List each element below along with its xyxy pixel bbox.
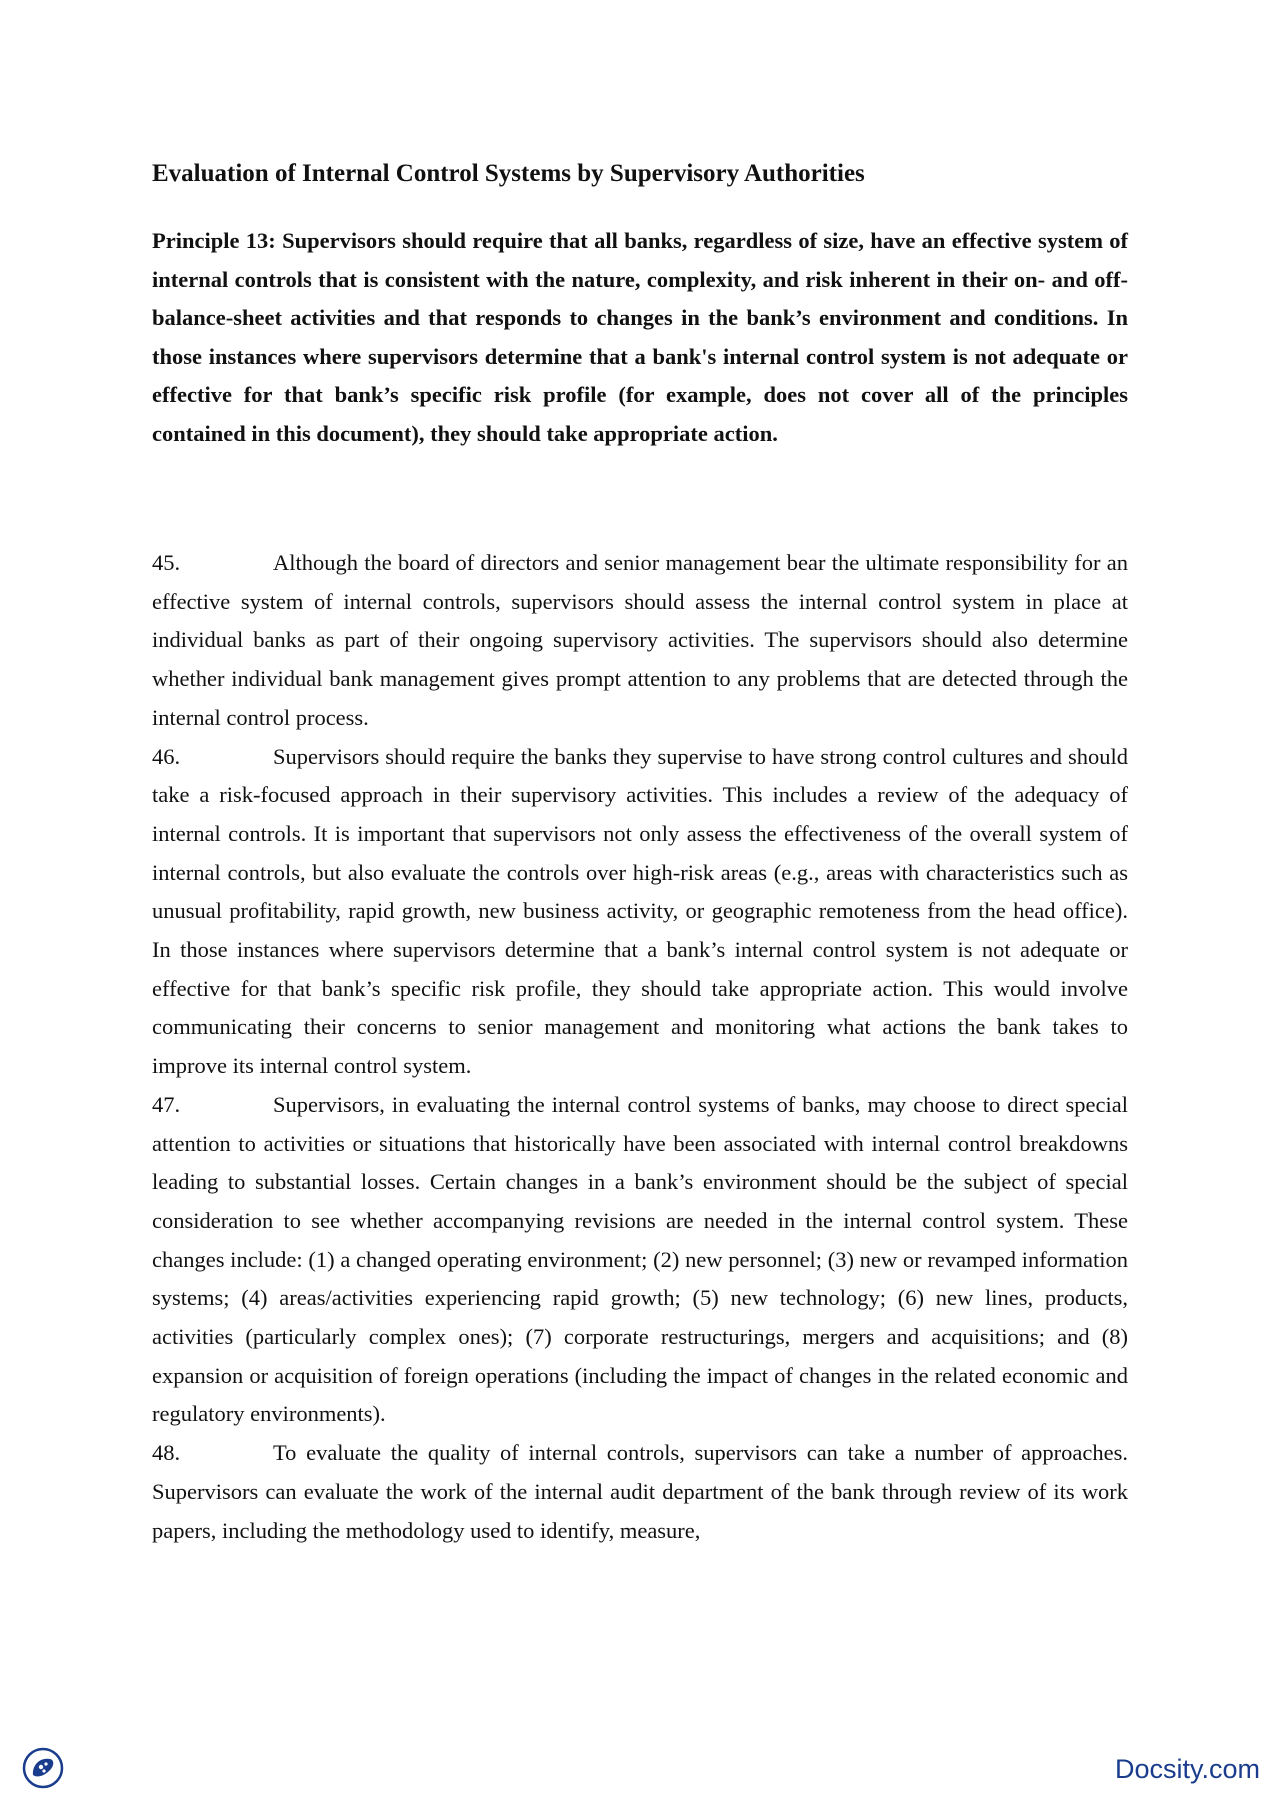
paragraph-number: 47. [152,1091,181,1117]
paragraph-text: Supervisors, in evaluating the internal control systems of banks, may choose to direct special attention to activities or situations that historically have been associated with internal control breakdowns leading to substantial losses. Certain changes in a bank’s environment should be the subject of special consideration to see whether accompanying revisions are needed in the internal control system. These changes include: (1) a changed operating environment; (2) new personnel; (3) new or revamped information systems; (4) areas/activities experiencing rapid growth; (5) new technology; (6) new lines, products, activities (particularly complex ones); (7) corporate restructurings, mergers and acquisitions; and (8) expansion or acquisition of foreign operations (including the impact of changes in the related economic and regulatory environments). [152,1091,1128,1427]
paragraph-number: 48. [152,1440,181,1466]
paragraph-text: Supervisors should require the banks they supervise to have strong control cultures and should take a risk-focused approach in their supervisory activities. This includes a review of the adequacy of internal controls. It is important that supervisors not only assess the effectiveness of the overall system of internal controls, but also evaluate the controls over high-risk areas (e.g., areas with characteristics such as unusual profitability, rapid growth, new business activity, or geographic remoteness from the head office). In those instances where supervisors determine that a bank’s internal control system is not adequate or effective for that bank’s specific risk profile, they should take appropriate action. This would involve communicating their concerns to senior management and monitoring what actions the bank takes to improve its internal control system. [152,743,1128,1079]
paragraph-48 [152,1434,1128,1550]
docsity-brand-link[interactable]: Docsity.com [1114,1754,1260,1784]
docsity-logo-icon[interactable] [22,1747,64,1789]
principle-13: Principle 13: Supervisors should require that all banks, regardless of size, have an effective system of internal controls that is consistent with the nature, complexity, and risk inherent in their on- and off-balance-sheet activities and that responds to changes in the bank’s environment and conditions. In those instances where supervisors determine that a bank's internal control system is not adequate or effective for that bank’s specific risk profile (for example, does not cover all of the principles contained in this document), they should take appropriate action. [152,228,1128,446]
paragraph-number: 46. [152,743,181,769]
document-title: Evaluation of Internal Control Systems by Supervisory Authorities [152,160,865,187]
document-body [152,544,1128,1550]
paragraph-45 [152,544,1128,738]
paragraph-46 [152,738,1128,1086]
paragraph-47 [152,1086,1128,1434]
docsity-logo-graphic [22,1747,64,1789]
paragraph-text: To evaluate the quality of internal controls, supervisors can take a number of approaches. Supervisors can evaluate the work of the internal audit department of the bank through review of its work papers, including the methodology used to identify, measure, [152,1440,1128,1543]
paragraph-number: 45. [152,550,181,575]
paragraph-text: Although the board of directors and senior management bear the ultimate responsibility for an effective system of internal controls, supervisors should assess the internal control system in place at individual banks as part of their ongoing supervisory activities. The supervisors should also determine whether individual bank management gives prompt attention to any problems that are detected through the internal control process. [152,550,1128,730]
